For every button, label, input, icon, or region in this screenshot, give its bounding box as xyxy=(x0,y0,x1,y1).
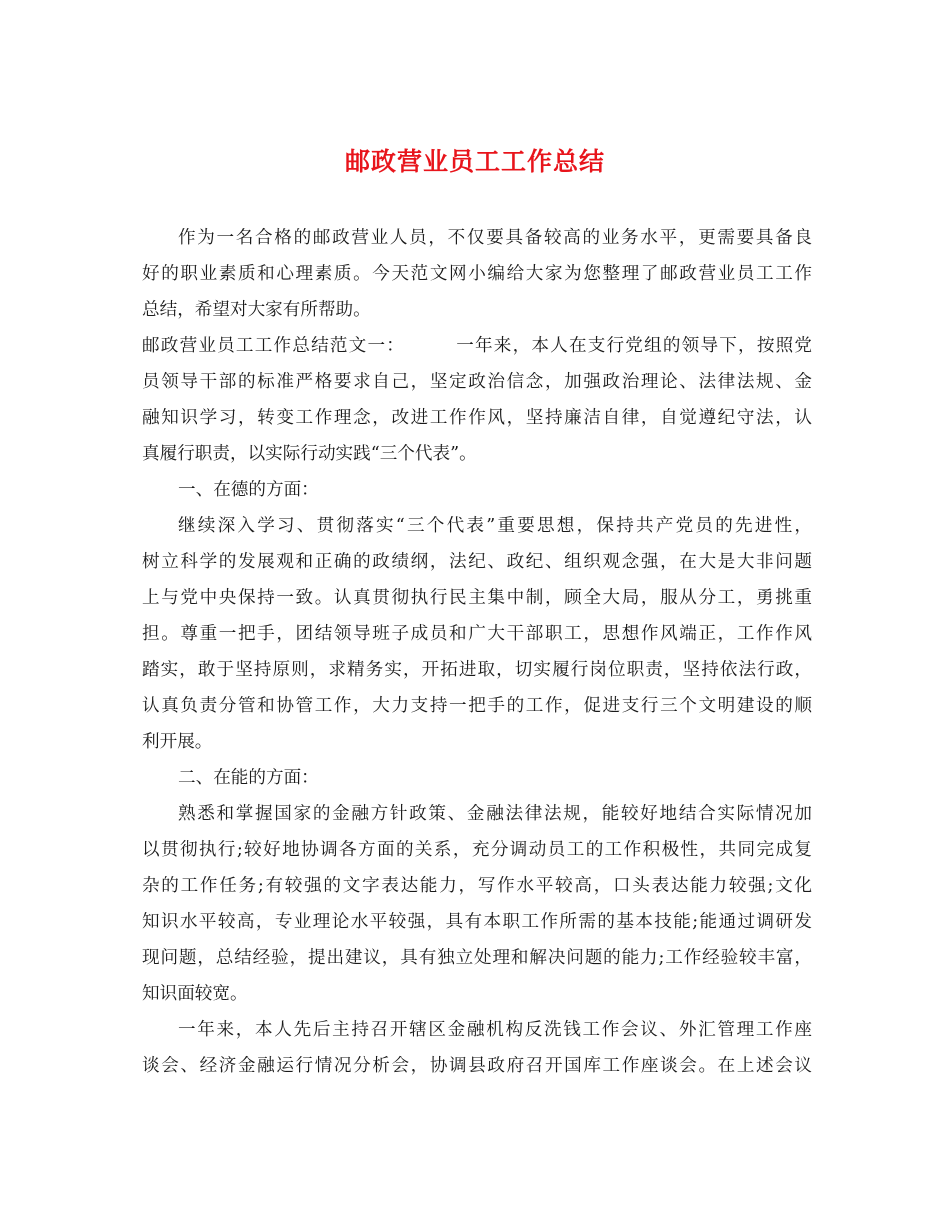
section2-line-1: 熟悉和掌握国家的金融方针政策、金融法律法规，能较好地结合实际情况加 xyxy=(178,804,812,824)
intro-line-1: 作为一名合格的邮政营业人员，不仅要具备较高的业务水平，更需要具备良 xyxy=(178,228,812,248)
section2-line-4: 知识水平较高，专业理论水平较强，具有本职工作所需的基本技能;能通过调研发 xyxy=(142,912,812,932)
section1-line-2: 树立科学的发展观和正确的政绩纲，法纪、政纪、组织观念强，在大是大非问题 xyxy=(142,552,812,572)
section1-line-3: 上与党中央保持一致。认真贯彻执行民主集中制，顾全大局，服从分工，勇挑重 xyxy=(142,588,812,608)
last-para-line-1: 一年来，本人先后主持召开辖区金融机构反洗钱工作会议、外汇管理工作座 xyxy=(178,1020,812,1040)
section1-line-6: 认真负责分管和协管工作，大力支持一把手的工作，促进支行三个文明建设的顺 xyxy=(142,696,812,716)
sample-text-1: 一年来，本人在支行党组的领导下，按照党 xyxy=(455,336,812,356)
section2-line-2: 以贯彻执行;较好地协调各方面的关系，充分调动员工的工作积极性，共同完成复 xyxy=(142,840,812,860)
section1-line-5: 踏实，敢于坚持原则，求精务实，开拓进取，切实履行岗位职责，坚持依法行政， xyxy=(142,660,812,680)
sample-label: 邮政营业员工工作总结范文一： xyxy=(142,336,406,356)
intro-line-3: 总结，希望对大家有所帮助。 xyxy=(142,300,371,320)
section1-line-4: 担。尊重一把手，团结领导班子成员和广大干部职工，思想作风端正，工作作风 xyxy=(142,624,812,644)
section1-heading: 一、在德的方面： xyxy=(178,480,319,500)
last-para-line-2: 谈会、经济金融运行情况分析会，协调县政府召开国库工作座谈会。在上述会议 xyxy=(142,1056,812,1076)
sample-line-4: 真履行职责，以实际行动实践“三个代表”。 xyxy=(142,444,477,464)
section2-line-5: 现问题，总结经验，提出建议，具有独立处理和解决问题的能力;工作经验较丰富， xyxy=(142,948,812,968)
document-title: 邮政营业员工工作总结 xyxy=(344,147,605,176)
section2-line-3: 杂的工作任务;有较强的文字表达能力，写作水平较高，口头表达能力较强;文化 xyxy=(142,876,812,896)
section1-line-7: 利开展。 xyxy=(142,732,213,752)
sample-line-1 xyxy=(142,328,812,364)
sample-line-3: 融知识学习，转变工作理念，改进工作作风，坚持廉洁自律，自觉遵纪守法，认 xyxy=(142,408,812,428)
section2-heading: 二、在能的方面： xyxy=(178,768,319,788)
section1-line-1: 继续深入学习、贯彻落实“三个代表”重要思想，保持共产党员的先进性， xyxy=(178,516,812,536)
document-body xyxy=(142,220,812,1084)
section2-line-6: 知识面较宽。 xyxy=(142,984,248,1004)
sample-line-2: 员领导干部的标准严格要求自己，坚定政治信念，加强政治理论、法律法规、金 xyxy=(142,372,812,392)
intro-line-2: 好的职业素质和心理素质。今天范文网小编给大家为您整理了邮政营业员工工作 xyxy=(142,264,812,284)
